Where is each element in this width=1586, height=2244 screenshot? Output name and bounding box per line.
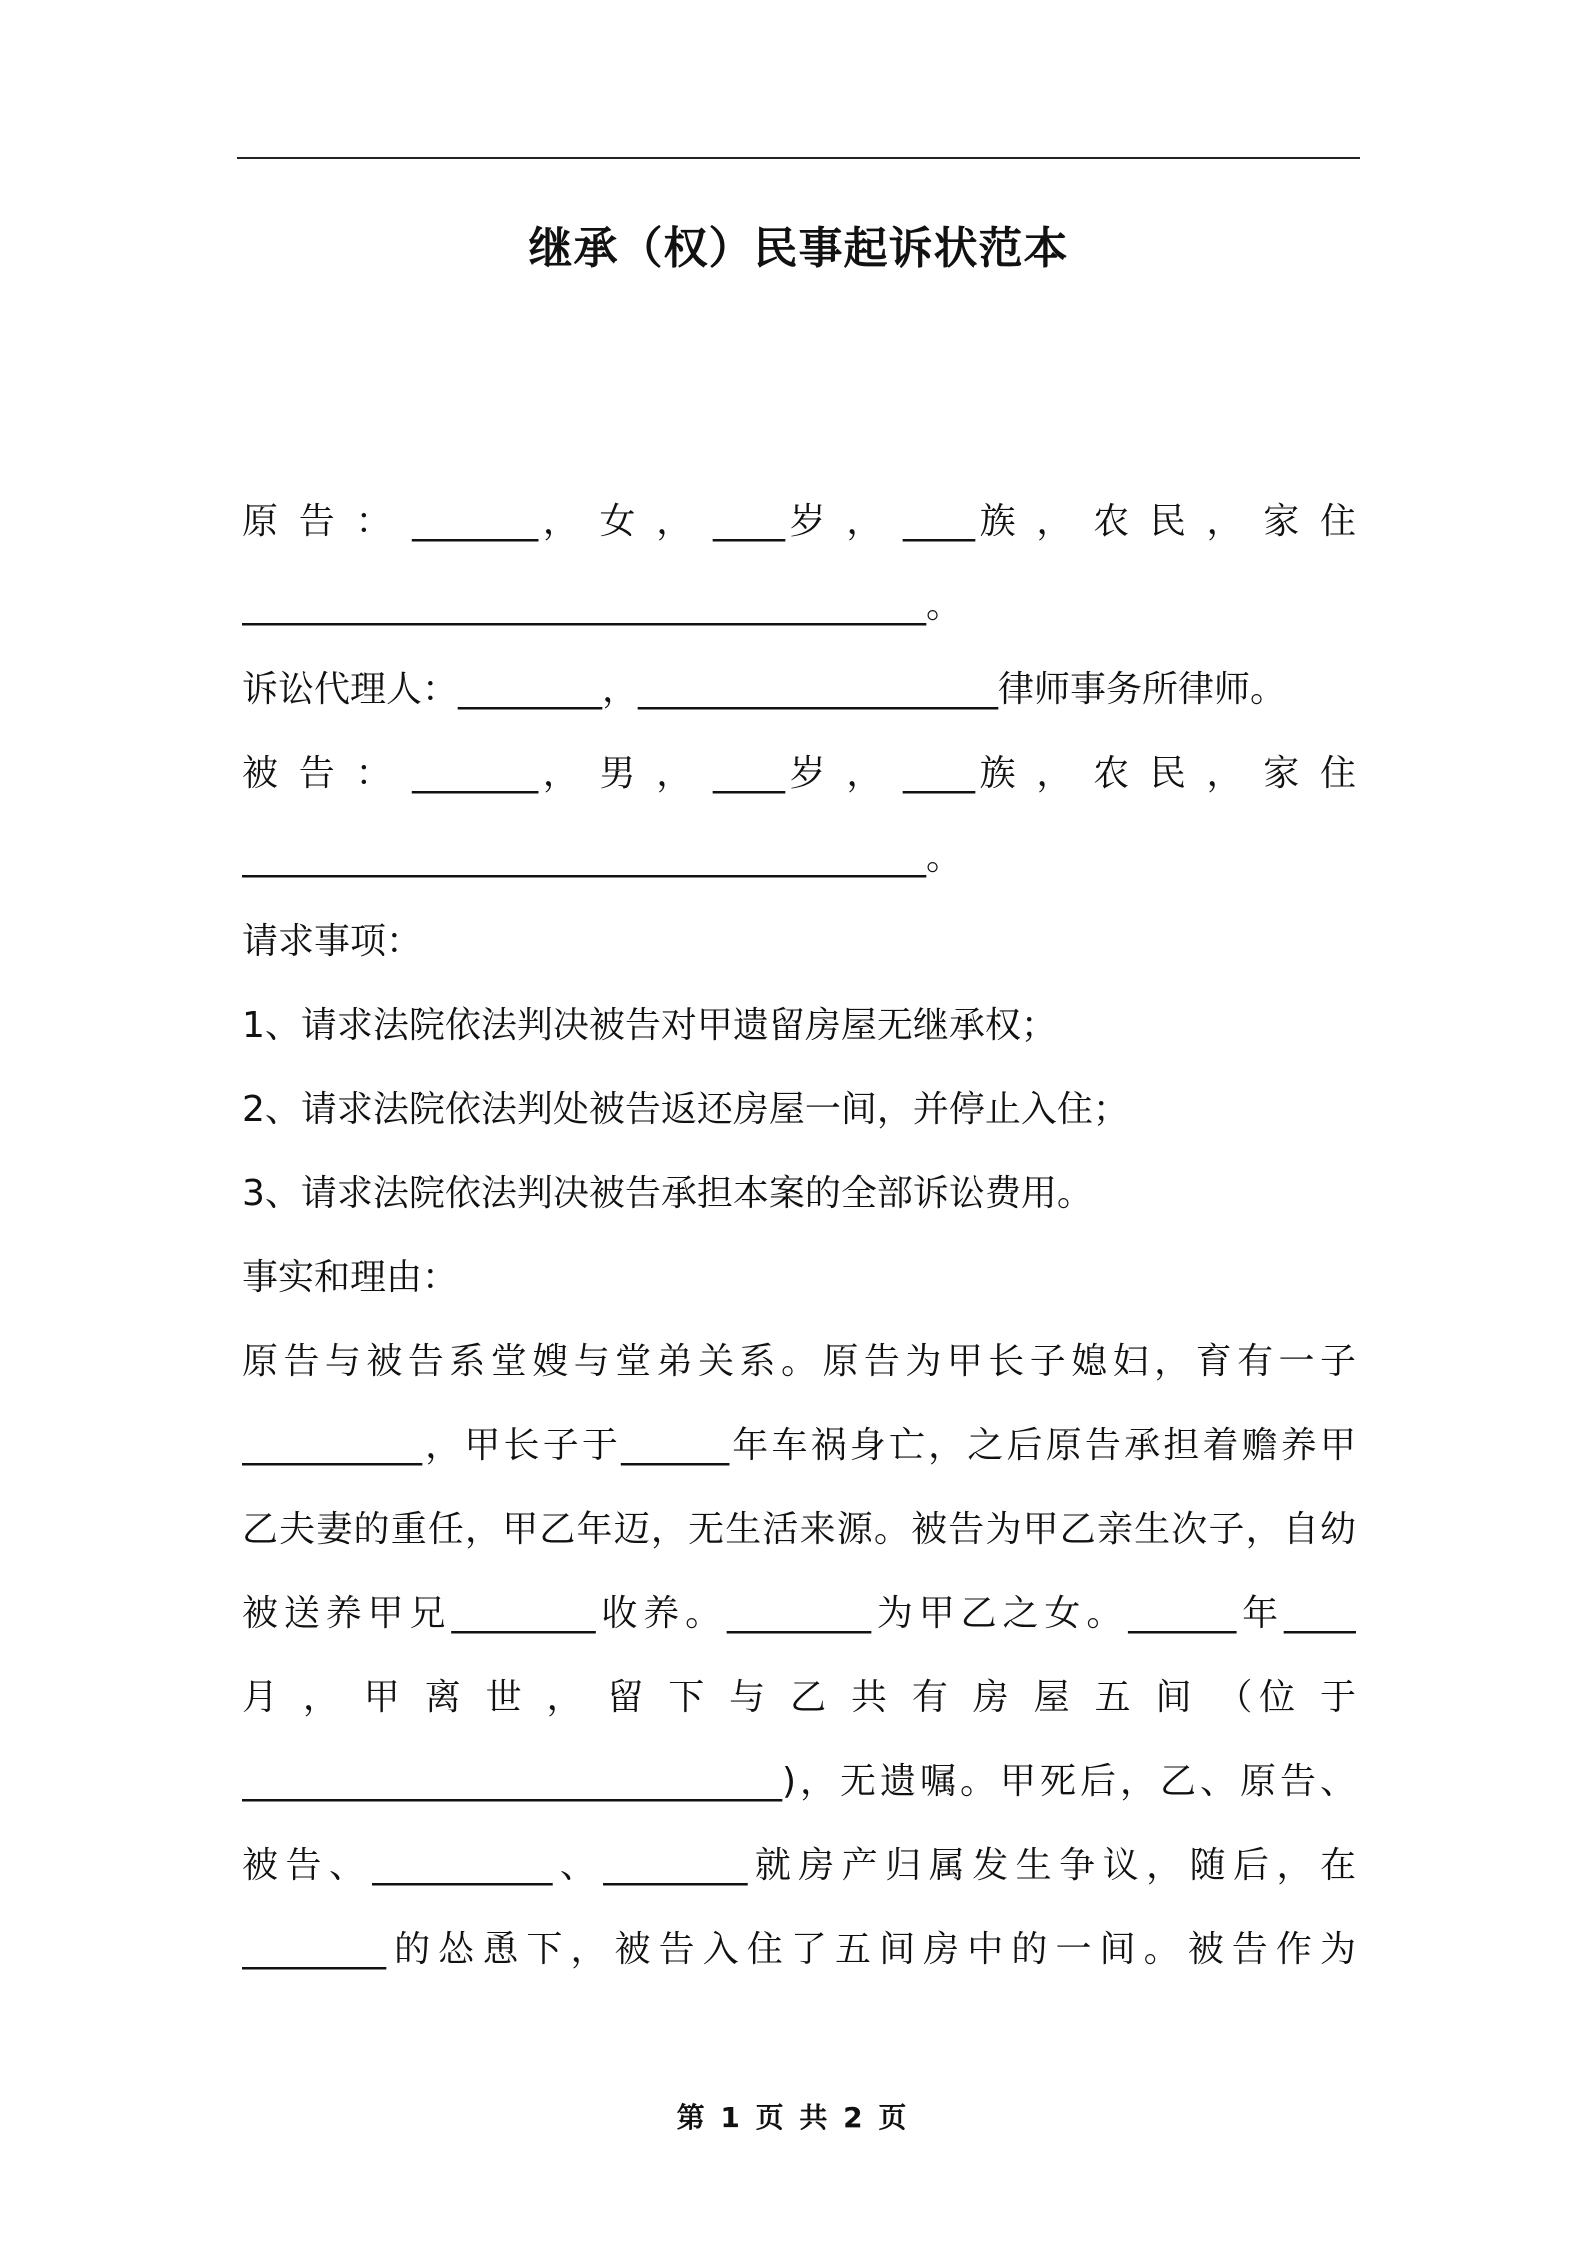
facts-paragraph-line: 原告与被告系堂嫂与堂弟关系。原告为甲长子媳妇，育有一子: [242, 1341, 1356, 1382]
facts-heading: 事实和理由：: [242, 1257, 459, 1298]
header-rule: [237, 157, 1360, 159]
agent-line: 诉讼代理人：________，____________________律师事务所律师。: [242, 669, 1287, 710]
claim-item: 1、请求法院依法判决被告对甲遗留房屋无继承权；: [242, 1005, 1057, 1046]
plaintiff-address-line: ______________________________________。: [242, 585, 962, 626]
defendant-address-line: ______________________________________。: [242, 837, 962, 878]
plaintiff-line: 原 告 ： _______， 女 ， ____岁 ， ____族 ， 农 民 ， 家 住: [242, 501, 1356, 542]
page-number-footer: 第 1 页 共 2 页: [676, 2101, 910, 2134]
claim-item: 3、请求法院依法判决被告承担本案的全部诉讼费用。: [242, 1173, 1093, 1214]
facts-paragraph-line: 乙夫妻的重任，甲乙年迈，无生活来源。被告为甲乙亲生次子，自幼: [242, 1509, 1356, 1550]
facts-paragraph-line: 月 ， 甲 离 世 ， 留 下 与 乙 共 有 房 屋 五 间 （位 于: [242, 1677, 1356, 1718]
claims-heading: 请求事项：: [242, 921, 423, 962]
facts-paragraph-line: ______________________________)，无遗嘱。甲死后，乙、原告、: [242, 1761, 1356, 1802]
claim-item: 2、请求法院依法判处被告返还房屋一间，并停止入住；: [242, 1089, 1129, 1130]
document-title: 继承（权）民事起诉状范本: [528, 223, 1069, 274]
facts-paragraph-line: 被告、__________、________就房产归属发生争议，随后，在: [242, 1845, 1356, 1886]
defendant-line: 被 告 ： _______， 男 ， ____岁 ， ____族 ， 农 民 ， 家 住: [242, 753, 1356, 794]
facts-paragraph-line: ________的怂恿下，被告入住了五间房中的一间。被告作为: [242, 1929, 1356, 1970]
facts-paragraph-line: __________，甲长子于______年车祸身亡，之后原告承担着赡养甲: [242, 1425, 1356, 1466]
facts-paragraph-line: 被送养甲兄________收养。________为甲乙之女。______年____: [242, 1593, 1356, 1634]
document-body: [242, 490, 1356, 2002]
